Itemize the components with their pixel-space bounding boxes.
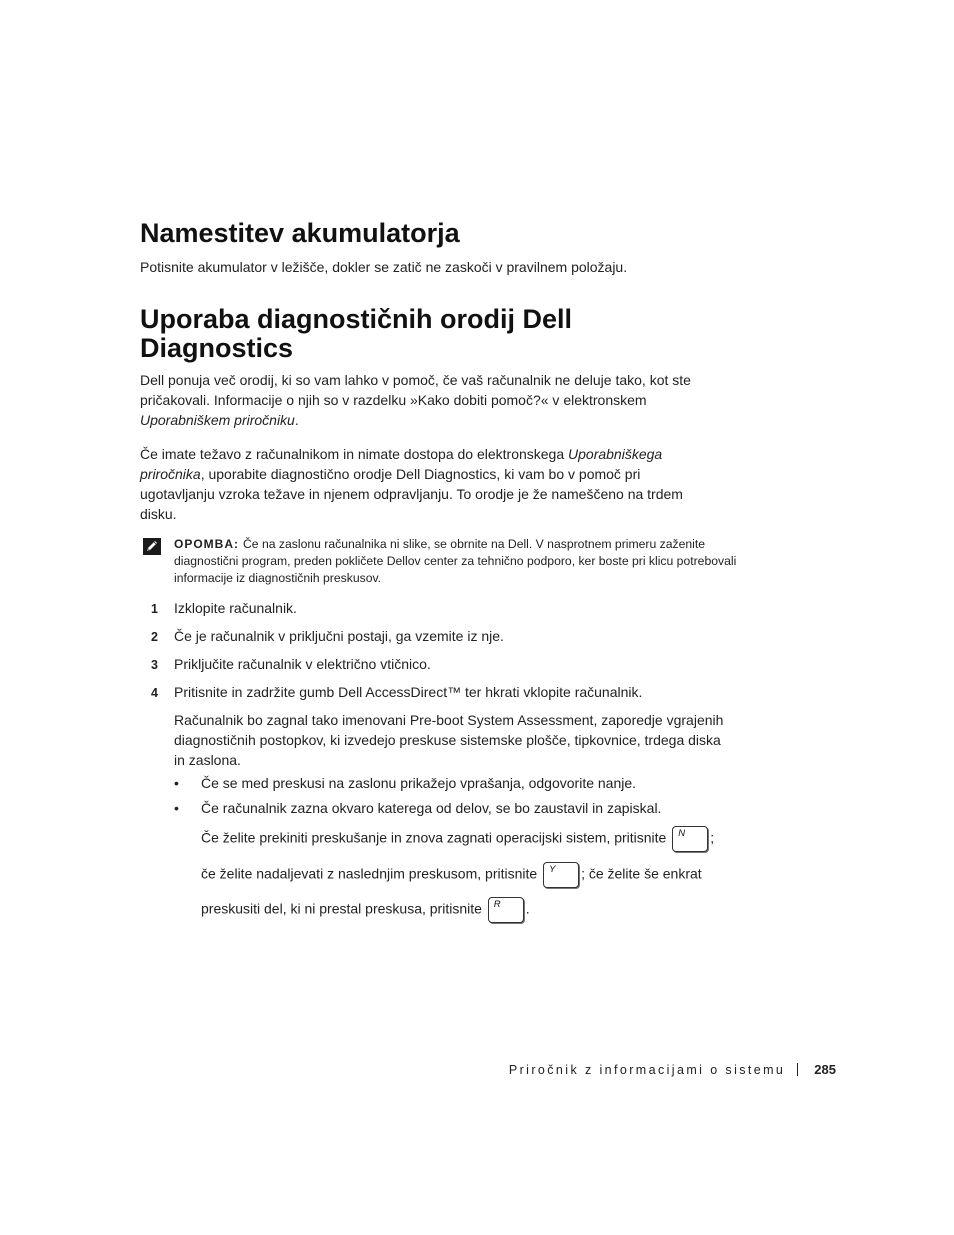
battery-instruction: Potisnite akumulator v ležišče, dokler se zatič ne zaskoči v pravilnem položaju. xyxy=(140,259,628,275)
key-instruction-line xyxy=(201,897,530,923)
page-footer xyxy=(509,1062,836,1078)
bullet-symbol: • xyxy=(174,800,179,816)
bullet-text: Če računalnik zazna okvaro katerega od delov, se bo zaustavil in zapiskal. xyxy=(201,800,662,816)
key-instruction-text: preskusiti del, ki ni prestal preskusa, pritisnite xyxy=(201,900,482,917)
bullet-text: Če se med preskusi na zaslonu prikažejo vprašanja, odgovorite nanje. xyxy=(201,775,637,791)
step-number: 2 xyxy=(151,630,158,644)
step-number: 1 xyxy=(151,602,158,616)
step-number: 4 xyxy=(151,686,158,700)
key-instruction-after: . xyxy=(525,900,530,917)
step-number: 3 xyxy=(151,658,158,672)
keyboard-key-y xyxy=(543,862,579,888)
para2-manual-title: Uporabniškega priročnika xyxy=(140,446,663,482)
key-instruction-after: ; če želite še enkrat xyxy=(581,865,702,882)
footer-divider xyxy=(797,1063,798,1076)
page-number: 285 xyxy=(814,1062,836,1077)
step-text: Pritisnite in zadržite gumb Dell AccessDirect™ ter hkrati vklopite računalnik. xyxy=(174,684,643,700)
heading-line-1: Uporaba diagnostičnih orodij Dell xyxy=(140,304,573,334)
para1-manual-title: Uporabniškem priročniku xyxy=(140,412,295,428)
key-instruction-line xyxy=(201,862,702,888)
pencil-note-icon xyxy=(143,538,161,555)
note-text xyxy=(174,536,744,587)
para2-rest: , uporabite diagnostično orodje Dell Diagnostics, ki vam bo v pomoč pri ugotavljanju vzroka težave in njenem odpravljanju. To orodje je že nameščeno na trdem disku. xyxy=(140,466,683,522)
para2-text: Če imate težavo z računalnikom in nimate dostopa do elektronskega xyxy=(140,446,569,462)
key-instruction-after: ; xyxy=(710,829,715,846)
step-text: Če je računalnik v priključni postaji, ga vzemite iz nje. xyxy=(174,628,504,644)
para1-end: . xyxy=(294,412,299,428)
heading-line-2: Diagnostics xyxy=(140,333,294,363)
keyboard-key-r xyxy=(488,897,524,923)
key-label: N xyxy=(678,828,686,839)
note-label: OPOMBA: xyxy=(174,537,239,551)
section-heading-diagnostics xyxy=(140,305,572,363)
key-label: R xyxy=(493,899,501,910)
key-instruction-text: Če želite prekiniti preskušanje in znova zagnati operacijski sistem, pritisnite xyxy=(201,829,667,846)
key-instruction-line xyxy=(201,826,714,852)
bullet-symbol: • xyxy=(174,775,179,791)
key-label: Y xyxy=(549,864,556,875)
note-body: Če na zaslonu računalnika ni slike, se obrnite na Dell. V nasprotnem primeru zaženite diagnostični program, preden pokličete Dellov center za tehnično podporo, ker boste pri klicu potrebovali informacije iz diagnostičnih preskusov. xyxy=(174,537,737,585)
step-text: Izklopite računalnik. xyxy=(174,600,297,616)
step4-detail: Računalnik bo zagnal tako imenovani Pre-boot System Assessment, zaporedje vgrajenih diagnostičnih postopkov, ki izvedejo preskuse sistemske plošče, tipkovnice, trdega diska in zaslona. xyxy=(174,712,724,768)
keyboard-key-n xyxy=(672,826,708,852)
key-instruction-text: če želite nadaljevati z naslednjim preskusom, pritisnite xyxy=(201,865,538,882)
diagnostics-usage-paragraph xyxy=(140,444,715,524)
diagnostics-intro-paragraph xyxy=(140,370,730,430)
para1-text: Dell ponuja več orodij, ki so vam lahko v pomoč, če vaš računalnik ne deluje tako, kot ste pričakovali. Informacije o njih so v razdelku »Kako dobiti pomoč?« v elektronskem xyxy=(140,372,691,408)
section-heading-battery: Namestitev akumulatorja xyxy=(140,218,460,248)
footer-title: Priročnik z informacijami o sistemu xyxy=(508,1063,786,1077)
step-text: Priključite računalnik v električno vtičnico. xyxy=(174,656,431,672)
